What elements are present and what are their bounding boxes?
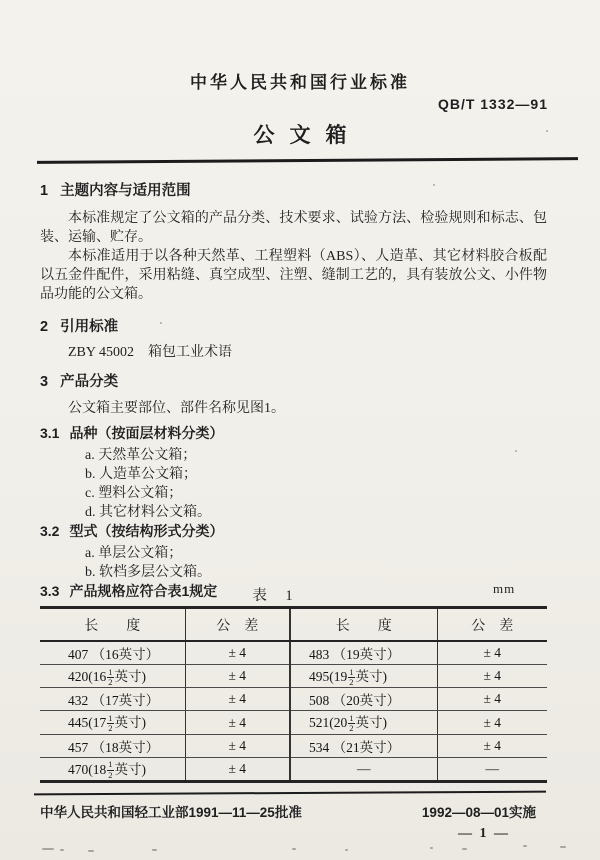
fraction: $\frac{1}{2}$ (349, 666, 354, 687)
header-rule (37, 157, 578, 163)
table-row (40, 757, 547, 781)
table-header-row (40, 608, 547, 642)
clause-title: 产品规格应符合表1规定 (69, 583, 218, 599)
clause-item: c. 塑料公文箱； (85, 486, 183, 501)
length-cell: 495(19 $\frac{1}{2}$ 英寸) (290, 665, 437, 688)
page-number: — 1 — (458, 826, 510, 841)
clause-number: 3.3 (40, 583, 60, 599)
tolerance-cell: — (485, 760, 499, 776)
table-caption: 表 1 (252, 588, 295, 604)
length-cell: 445(17 $\frac{1}{2}$ 英寸) (40, 711, 185, 734)
table-1-specifications (40, 606, 547, 783)
clause-number: 3.1 (40, 425, 60, 441)
table-row (40, 641, 547, 665)
tolerance-cell: ± 4 (437, 711, 547, 734)
length-cell: — (290, 757, 437, 781)
clause-title: 型式（按结构形式分类） (69, 523, 224, 539)
section-1-paragraph-2: 本标准适用于以各种天然革、工程塑料（ABS）、人造革、其它材料胶合板配以五金件配件，采用粘缝、真空成型、注塑、缝制工艺的，具有装放公文、小件物品功能的公文箱。 (40, 249, 547, 302)
fraction: $\frac{1}{2}$ (108, 759, 113, 780)
section-number: 3 (40, 374, 49, 390)
length-cell: 521(20 $\frac{1}{2}$ 英寸) (290, 711, 437, 734)
clause-item: d. 其它材料公文箱。 (85, 505, 211, 520)
clause-item: a. 单层公文箱； (85, 546, 183, 561)
clause-title: 品种（按面层材料分类） (69, 425, 224, 441)
document-title: 公文箱 (253, 124, 362, 147)
length-cell: 457 （18英寸） (40, 734, 185, 757)
tolerance-cell: ± 4 (185, 665, 290, 688)
approval-text: 中华人民共和国轻工业部1991—11—25批准 (40, 805, 302, 820)
tolerance-cell: ± 4 (437, 734, 547, 757)
clause-3-1 (40, 424, 547, 443)
clause-item: a. 天然革公文箱； (85, 448, 197, 463)
section-1-heading (40, 182, 547, 201)
tolerance-cell: ± 4 (185, 688, 290, 711)
tolerance-cell: ± 4 (437, 641, 547, 665)
column-header-tolerance-right: 公 差 (437, 608, 547, 642)
clause-3-1-items (40, 446, 547, 522)
length-cell: 470(18 $\frac{1}{2}$ 英寸) (40, 757, 185, 781)
fraction: $\frac{1}{2}$ (349, 713, 354, 734)
referenced-standard: ZBY 45002 箱包工业术语 (68, 345, 232, 360)
length-cell: 534 （21英寸） (290, 734, 437, 757)
table-row (40, 711, 547, 734)
section-number: 1 (40, 183, 49, 199)
implementation-text: 1992—08—01实施 (421, 805, 536, 820)
clause-item: b. 软档多层公文箱。 (85, 565, 211, 580)
section-title: 引用标准 (60, 319, 119, 335)
fraction: $\frac{1}{2}$ (108, 666, 113, 687)
table-row (40, 688, 547, 711)
length-cell: 483 （19英寸） (290, 641, 437, 665)
length-cell: 432 （17英寸） (40, 688, 185, 711)
table-row (40, 734, 547, 757)
tolerance-cell: ± 4 (185, 711, 290, 734)
footer-rule (34, 791, 546, 796)
column-header-length-left: 长 度 (40, 608, 185, 642)
issuing-body-line: 中华人民共和国行业标准 (190, 73, 410, 92)
section-3-intro: 公文箱主要部位、部件名称见图1。 (68, 401, 285, 416)
clause-number: 3.2 (40, 523, 60, 539)
clause-item: b. 人造革公文箱； (85, 467, 197, 482)
section-title: 主题内容与适用范围 (60, 183, 191, 199)
standard-number: QB/T 1332—91 (437, 96, 548, 112)
length-cell: 508 （20英寸） (290, 688, 437, 711)
section-number: 2 (40, 319, 49, 335)
document-body (40, 177, 547, 601)
tolerance-cell: ± 4 (437, 665, 547, 688)
table-unit-label: mm (493, 581, 516, 596)
tolerance-cell: ± 4 (185, 757, 290, 781)
length-cell: 407 （16英寸） (40, 641, 185, 665)
clause-3-2-items (40, 544, 547, 582)
section-1-paragraph-1: 本标准规定了公文箱的产品分类、技术要求、试验方法、检验规则和标志、包装、运输、贮存。 (40, 211, 547, 245)
section-3-heading (40, 373, 547, 392)
tolerance-cell: ± 4 (185, 641, 290, 665)
footer-line (40, 801, 536, 821)
column-header-length-right: 长 度 (290, 608, 437, 642)
section-2-heading (40, 318, 547, 337)
column-header-tolerance-left: 公 差 (185, 608, 290, 642)
clause-3-2 (40, 522, 547, 541)
tolerance-cell: ± 4 (437, 688, 547, 711)
length-cell: 420(16 $\frac{1}{2}$ 英寸) (40, 665, 185, 688)
fraction: $\frac{1}{2}$ (108, 713, 113, 734)
table-row (40, 665, 547, 688)
section-title: 产品分类 (60, 374, 119, 390)
tolerance-cell: ± 4 (185, 734, 290, 757)
